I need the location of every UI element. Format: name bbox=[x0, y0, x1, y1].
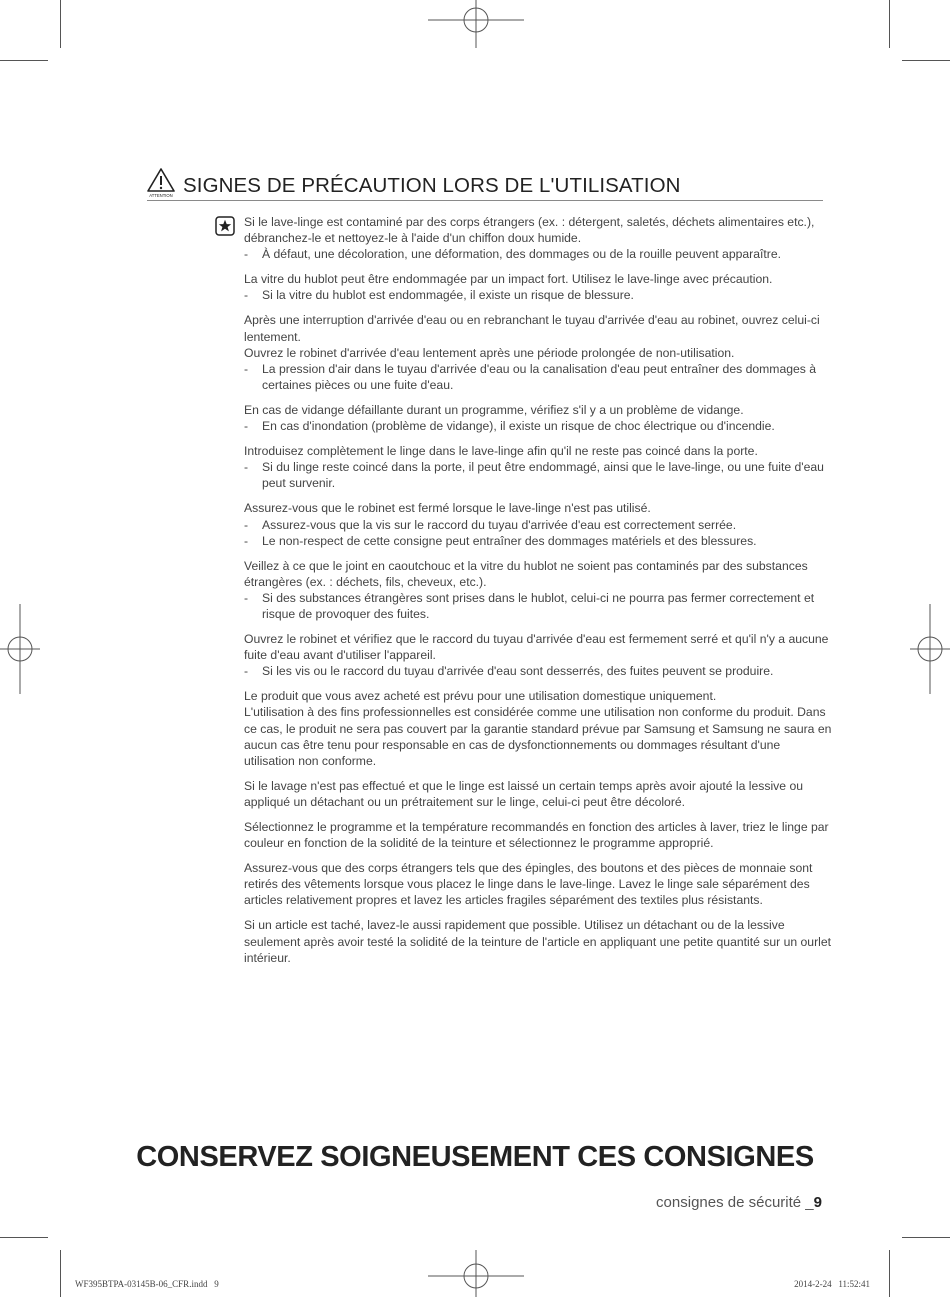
closing-title: CONSERVEZ SOIGNEUSEMENT CES CONSIGNES bbox=[136, 1141, 814, 1173]
paragraph-text: Si un article est taché, lavez-le aussi rapidement que possible. Utilisez un détachant ou de la lessive seulement après avoir testé la solidité de la teinture de l'article en appliquant une petite quantité sur un ourlet intérieur. bbox=[244, 918, 832, 965]
bullet-text: Le non-respect de cette consigne peut entraîner des dommages matériels et des blessures. bbox=[262, 533, 757, 548]
paragraph-text: Sélectionnez le programme et la température recommandés en fonction des articles à laver, triez le linge par couleur en fonction de la solidité de la teinture et sélectionnez le programme approprié. bbox=[244, 820, 829, 851]
bullet-dash: - bbox=[244, 517, 249, 532]
crop-mark bbox=[60, 0, 61, 48]
warning-icon-caption: ATTENTION bbox=[149, 193, 173, 198]
precaution-paragraph bbox=[244, 558, 834, 622]
bullet-dash: - bbox=[244, 247, 249, 262]
bullet-item bbox=[244, 517, 834, 533]
paragraph-text: Veillez à ce que le joint en caoutchouc et la vitre du hublot ne soient pas contaminés par des substances étrangères (ex. : déchets, fils, cheveux, etc.). bbox=[244, 558, 808, 589]
bullet-text: Si la vitre du hublot est endommagée, il existe un risque de blessure. bbox=[262, 288, 634, 303]
bullet-dash: - bbox=[244, 288, 249, 303]
crop-mark bbox=[889, 1250, 890, 1297]
registration-mark-right bbox=[910, 604, 950, 694]
bullet-item bbox=[244, 246, 834, 262]
footer-section-label: consignes de sécurité _ bbox=[656, 1194, 814, 1211]
bullet-text: En cas d'inondation (problème de vidange), il existe un risque de choc électrique ou d'incendie. bbox=[262, 419, 775, 434]
bullet-item bbox=[244, 287, 834, 303]
registration-mark-top bbox=[428, 0, 524, 48]
bullet-text: À défaut, une décoloration, une déformation, des dommages ou de la rouille peuvent apparaître. bbox=[262, 247, 781, 262]
registration-mark-left bbox=[0, 604, 40, 694]
precaution-paragraph bbox=[244, 917, 834, 965]
bullet-dash: - bbox=[244, 664, 249, 679]
precaution-paragraph bbox=[244, 778, 834, 810]
page-footer bbox=[656, 1194, 822, 1211]
bullet-text: Si du linge reste coincé dans la porte, il peut être endommagé, ainsi que le lave-linge, ou une fuite d'eau peut survenir. bbox=[262, 460, 824, 491]
bullet-text: Si les vis ou le raccord du tuyau d'arrivée d'eau sont desserrés, des fuites peuvent se produire. bbox=[262, 664, 774, 679]
paragraph-text: L'utilisation à des fins professionnelles est considérée comme une utilisation non conforme du produit. Dans ce cas, le produit ne sera pas couvert par la garantie standard prévue par Samsung et Samsung ne saura en aucun cas être tenu pour responsable en cas de dysfonctionnements ou dommages résultant d'une utilisation non conforme. bbox=[244, 705, 832, 768]
print-slug-file: WF395BTPA-03145B-06_CFR.indd 9 bbox=[75, 1279, 219, 1289]
star-box-icon bbox=[215, 216, 235, 236]
precaution-list bbox=[244, 214, 834, 975]
precaution-paragraph bbox=[244, 688, 834, 768]
paragraph-text: Ouvrez le robinet d'arrivée d'eau lentement après une période prolongée de non-utilisation. bbox=[244, 345, 735, 360]
paragraph-text: Si le lavage n'est pas effectué et que le linge est laissé un certain temps après avoir ajouté la lessive ou appliqué un détachant ou un prétraitement sur le linge, celui-ci peut être décoloré. bbox=[244, 778, 803, 809]
bullet-item bbox=[244, 533, 834, 549]
bullet-text: Si des substances étrangères sont prises dans le hublot, celui-ci ne pourra pas fermer correctement et risque de provoquer des fuites. bbox=[262, 590, 815, 621]
bullet-item bbox=[244, 590, 834, 622]
crop-mark bbox=[902, 1237, 950, 1238]
bullet-dash: - bbox=[244, 533, 249, 548]
bullet-text: Assurez-vous que la vis sur le raccord du tuyau d'arrivée d'eau est correctement serrée. bbox=[262, 517, 737, 532]
bullet-dash: - bbox=[244, 460, 249, 475]
bullet-dash: - bbox=[244, 590, 249, 605]
bullet-item bbox=[244, 663, 834, 679]
registration-mark-bottom bbox=[428, 1250, 524, 1297]
paragraph-text: Après une interruption d'arrivée d'eau ou en rebranchant le tuyau d'arrivée d'eau au robinet, ouvrez celui-ci lentement. bbox=[244, 313, 820, 344]
paragraph-text: Si le lave-linge est contaminé par des corps étrangers (ex. : détergent, saletés, déchets alimentaires etc.), débranchez-le et nettoyez-le à l'aide d'un chiffon doux humide. bbox=[244, 215, 815, 246]
precaution-paragraph bbox=[244, 500, 834, 548]
bullet-dash: - bbox=[244, 361, 249, 376]
precaution-paragraph bbox=[244, 819, 834, 851]
precaution-paragraph bbox=[244, 271, 834, 303]
paragraph-text: Assurez-vous que des corps étrangers tels que des épingles, des boutons et des pièces de monnaie sont retirés des vêtements lorsque vous placez le linge dans le lave-linge. Lavez le linge sale séparément des articles relativement propres et lavez les articles fragiles séparément des textiles plus résistants. bbox=[244, 861, 813, 908]
paragraph-text: En cas de vidange défaillante durant un programme, vérifiez s'il y a un problème de vidange. bbox=[244, 402, 744, 417]
paragraph-text: Ouvrez le robinet et vérifiez que le raccord du tuyau d'arrivée d'eau est fermement serré et qu'il n'y a aucune fuite d'eau avant d'utiliser l'appareil. bbox=[244, 632, 829, 663]
warning-triangle-icon bbox=[147, 168, 175, 198]
paragraph-text: Le produit que vous avez acheté est prévu pour une utilisation domestique uniquement. bbox=[244, 689, 717, 704]
bullet-text: La pression d'air dans le tuyau d'arrivée d'eau ou la canalisation d'eau peut entraîner des dommages à certaines pièces ou une fuite d'eau. bbox=[262, 361, 817, 392]
precaution-paragraph bbox=[244, 214, 834, 262]
crop-mark bbox=[60, 1250, 61, 1297]
print-slug-datetime: 2014-2-24 11:52:41 bbox=[794, 1279, 870, 1289]
precaution-paragraph bbox=[244, 402, 834, 434]
bullet-item bbox=[244, 459, 834, 491]
bullet-item bbox=[244, 361, 834, 393]
paragraph-text: Introduisez complètement le linge dans le lave-linge afin qu'il ne reste pas coincé dans la porte. bbox=[244, 444, 758, 459]
precaution-paragraph bbox=[244, 860, 834, 908]
precaution-paragraph bbox=[244, 631, 834, 679]
page-number: 9 bbox=[813, 1194, 822, 1211]
paragraph-text: Assurez-vous que le robinet est fermé lorsque le lave-linge n'est pas utilisé. bbox=[244, 501, 651, 516]
paragraph-text: La vitre du hublot peut être endommagée par un impact fort. Utilisez le lave-linge avec précaution. bbox=[244, 272, 773, 287]
crop-mark bbox=[0, 60, 48, 61]
crop-mark bbox=[889, 0, 890, 48]
section-heading bbox=[147, 172, 823, 201]
precaution-paragraph bbox=[244, 312, 834, 392]
section-title: SIGNES DE PRÉCAUTION LORS DE L'UTILISATION bbox=[183, 174, 681, 197]
crop-mark bbox=[0, 1237, 48, 1238]
bullet-item bbox=[244, 418, 834, 434]
crop-mark bbox=[902, 60, 950, 61]
precaution-paragraph bbox=[244, 443, 834, 491]
bullet-dash: - bbox=[244, 419, 249, 434]
